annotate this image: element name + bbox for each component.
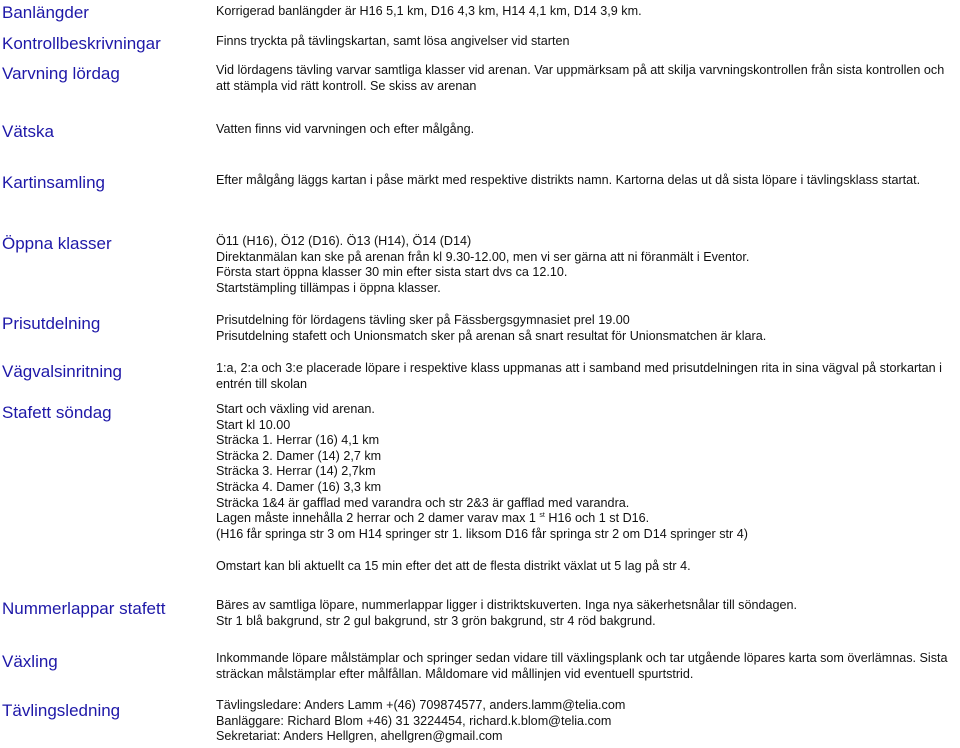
heading-prisutdelning: Prisutdelning <box>2 314 101 333</box>
stafett-line: Start kl 10.00 <box>216 417 291 432</box>
lagen-text-b: H16 och 1 st D16. <box>544 511 650 526</box>
text-omstart: Omstart kan bli aktuellt ca 15 min efter det att de flesta distrikt växlat ut 5 lag på str 4. <box>216 559 691 573</box>
text-tavlingsledning <box>216 698 625 745</box>
stafett-line: Start och växling vid arenan. <box>216 402 375 416</box>
text-stafett <box>216 402 748 542</box>
nummerlappar-line: Bäres av samtliga löpare, nummerlappar ligger i distriktskuverten. Inga nya säkerhetsnålar till söndagen. <box>216 598 798 612</box>
stafett-line: Sträcka 1&4 är gafflad med varandra och str 2&3 är gafflad med varandra. <box>216 495 630 510</box>
tavlingsledning-line: Sekretariat: Anders Hellgren, ahellgren@gmail.com <box>216 729 503 744</box>
text-nummerlappar <box>216 598 797 629</box>
oppna-line: Startstämpling tillämpas i öppna klasser. <box>216 280 441 295</box>
stafett-line: Sträcka 4. Damer (16) 3,3 km <box>216 479 382 494</box>
text-varvning: Vid lördagens tävling varvar samtliga klasser vid arenan. Var uppmärksam på att skilja varvningskontrollen från sista kontrollen och att stämpla vid rätt kontroll. Se skiss av arenan <box>216 63 945 93</box>
text-banlangder: Korrigerad banlängder är H16 5,1 km, D16 4,3 km, H14 4,1 km, D14 3,9 km. <box>216 4 642 18</box>
heading-vatska: Vätska <box>2 122 54 141</box>
heading-kartinsamling: Kartinsamling <box>2 173 105 192</box>
stafett-line: Sträcka 2. Damer (14) 2,7 km <box>216 448 382 463</box>
heading-varvning-lordag: Varvning lördag <box>2 64 120 83</box>
stafett-lagen-line <box>216 511 748 527</box>
heading-kontrollbeskrivningar: Kontrollbeskrivningar <box>2 34 161 53</box>
stafett-line: Sträcka 1. Herrar (16) 4,1 km <box>216 433 380 448</box>
text-vaxling: Inkommande löpare målstämplar och springer sedan vidare till växlingsplank och tar utgående löpares karta som överlämnas. Sista sträckan målstämplar efter målfållan. Måldomare vid mållinjen vid eventuell spurtstrid. <box>216 651 948 681</box>
prisutdelning-line: Prisutdelning för lördagens tävling sker på Fässbergsgymnasiet prel 19.00 <box>216 313 630 327</box>
text-kartinsamling: Efter målgång läggs kartan i påse märkt med respektive distrikts namn. Kartorna delas ut då sista löpare i tävlingsklass startat. <box>216 173 921 187</box>
text-kontrollbeskrivningar: Finns tryckta på tävlingskartan, samt lösa angivelser vid starten <box>216 34 570 48</box>
heading-stafett-sondag: Stafett söndag <box>2 403 112 422</box>
text-vatska: Vatten finns vid varvningen och efter målgång. <box>216 122 475 136</box>
oppna-line: Första start öppna klasser 30 min efter sista start dvs ca 12.10. <box>216 265 568 280</box>
lagen-text-a: Lagen måste innehålla 2 herrar och 2 damer varav max 1 <box>216 511 540 526</box>
heading-oppna-klasser: Öppna klasser <box>2 234 112 253</box>
heading-tavlingsledning: Tävlingsledning <box>2 701 121 720</box>
text-oppna-klasser <box>216 234 749 296</box>
prisutdelning-line: Prisutdelning stafett och Unionsmatch sker på arenan så snart resultat för Unionsmatchen är klara. <box>216 328 767 343</box>
heading-vaxling: Växling <box>2 652 58 671</box>
heading-banlangder: Banlängder <box>2 3 89 22</box>
tavlingsledning-line: Tävlingsledare: Anders Lamm +(46) 709874577, anders.lamm@telia.com <box>216 698 626 712</box>
oppna-line: Direktanmälan kan ske på arenan från kl 9.30-12.00, men vi ser gärna att ni föranmält i Eventor. <box>216 249 750 264</box>
heading-nummerlappar-stafett: Nummerlappar stafett <box>2 599 166 618</box>
text-vagvalsinritning: 1:a, 2:a och 3:e placerade löpare i respektive klass uppmanas att i samband med prisutdelningen rita in sina vägval på storkartan i entrén till skolan <box>216 361 942 391</box>
stafett-h16-line: (H16 får springa str 3 om H14 springer str 1. liksom D16 får springa str 2 om D14 springer str 4) <box>216 526 748 541</box>
nummerlappar-line: Str 1 blå bakgrund, str 2 gul bakgrund, str 3 grön bakgrund, str 4 röd bakgrund. <box>216 613 656 628</box>
lagen-superscript: st <box>539 512 545 520</box>
tavlingsledning-line: Banläggare: Richard Blom +46) 31 3224454, richard.k.blom@telia.com <box>216 713 612 728</box>
oppna-line: Ö11 (H16), Ö12 (D16). Ö13 (H14), Ö14 (D14) <box>216 234 472 248</box>
stafett-line: Sträcka 3. Herrar (14) 2,7km <box>216 464 376 479</box>
heading-vagvalsinritning: Vägvalsinritning <box>2 362 123 381</box>
text-prisutdelning <box>216 313 766 344</box>
